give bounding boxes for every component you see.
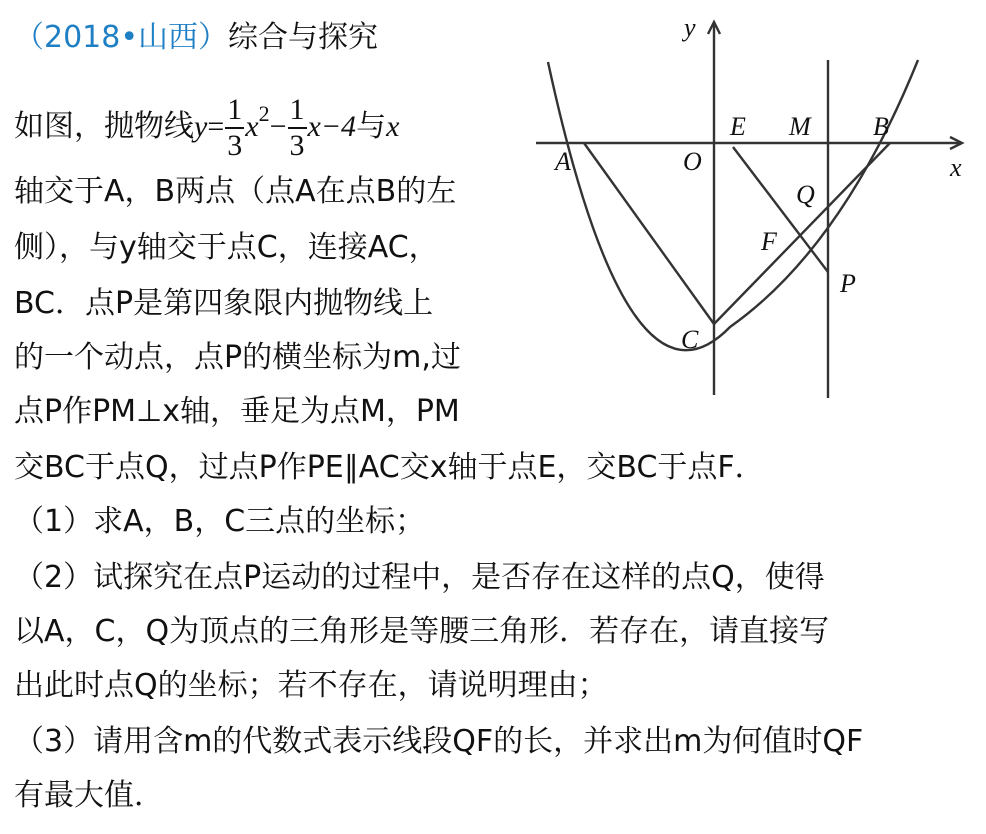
fraction-one-third-2: $\frac{1}{3}$ bbox=[289, 92, 305, 162]
question-1: （1）求A，B，C三点的坐标； bbox=[14, 504, 426, 539]
label-x: x bbox=[950, 153, 962, 182]
segment-bc bbox=[714, 143, 890, 324]
problem-line-6: 点P作PM⊥x轴，垂足为点M，PM bbox=[14, 394, 460, 429]
question-2-line-1: （2）试探究在点P运动的过程中，是否存在这样的点Q，使得 bbox=[14, 560, 825, 595]
problem-line-1: 如图，抛物线y= $\frac{1}{3}$ $x^2-$ $\frac{1}{3}$ x−4与x bbox=[14, 92, 400, 162]
label-y: y bbox=[684, 13, 696, 42]
problem-line-2: 轴交于A，B两点（点A在点B的左 bbox=[14, 174, 457, 209]
label-e: E bbox=[730, 112, 746, 141]
label-q: Q bbox=[796, 180, 815, 209]
label-o: O bbox=[683, 147, 702, 176]
label-f: F bbox=[761, 227, 777, 256]
label-b: B bbox=[873, 112, 889, 141]
parabola-figure bbox=[528, 12, 978, 412]
label-a: A bbox=[555, 147, 571, 176]
segment-ep bbox=[733, 147, 828, 272]
problem-title: 综合与探究 bbox=[228, 20, 379, 55]
source-tag: （2018•山西） bbox=[14, 20, 229, 55]
problem-line-7: 交BC于点Q，过点P作PE∥AC交x轴于点E，交BC于点F． bbox=[14, 450, 765, 485]
problem-line-5: 的一个动点，点P的横坐标为m,过 bbox=[14, 340, 461, 375]
question-2-line-2: 以A，C，Q为顶点的三角形是等腰三角形．若存在，请直接写 bbox=[14, 614, 830, 649]
label-p: P bbox=[840, 269, 856, 298]
parabola-curve bbox=[548, 60, 918, 350]
label-m: M bbox=[789, 112, 811, 141]
label-c: C bbox=[681, 325, 699, 354]
problem-line-3: 侧），与y轴交于点C，连接AC， bbox=[14, 230, 439, 265]
question-2-line-3: 出此时点Q的坐标；若不存在，请说明理由； bbox=[14, 668, 608, 703]
question-3-line-2: 有最大值． bbox=[14, 778, 164, 813]
question-3-line-1: （3）请用含m的代数式表示线段QF的长，并求出m为何值时QF bbox=[14, 724, 864, 759]
fraction-one-third: $\frac{1}{3}$ bbox=[227, 92, 243, 162]
problem-header bbox=[14, 18, 378, 58]
problem-line-4: BC．点P是第四象限内抛物线上 bbox=[14, 286, 434, 321]
